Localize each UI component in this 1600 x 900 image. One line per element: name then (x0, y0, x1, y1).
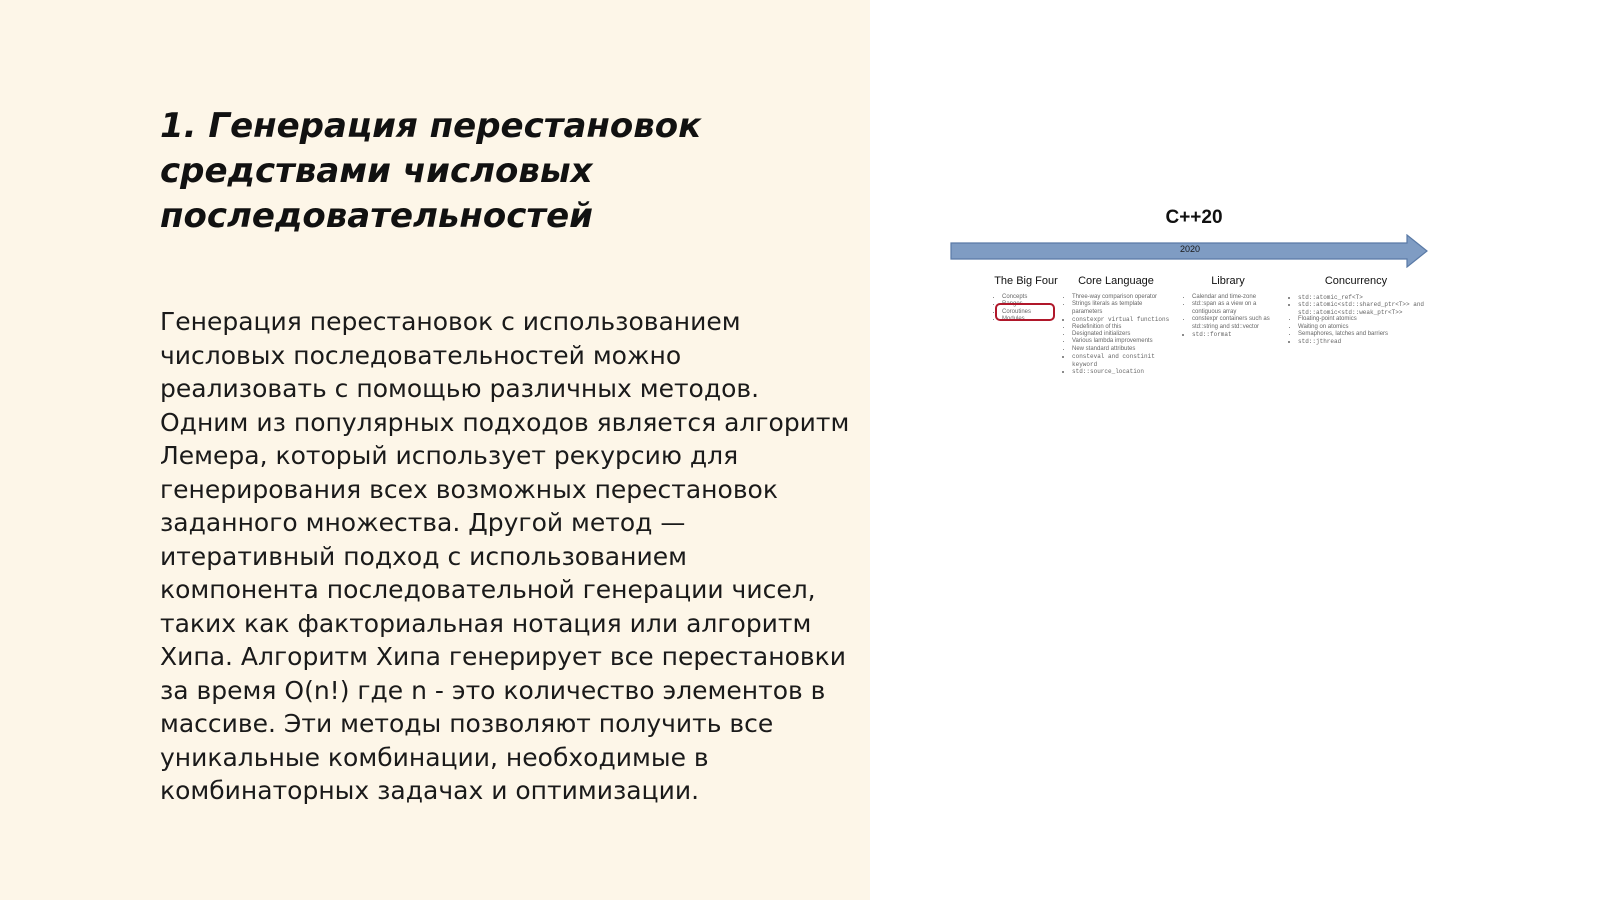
column-heading-library: Library (1211, 275, 1245, 287)
list-item: • std::span as a view on a contiguous array (1192, 301, 1276, 316)
list-item: • Calendar and time-zone (1192, 294, 1276, 301)
list-item: • Concepts (1002, 294, 1062, 301)
list-item: • consteval and constinit keyword (1072, 353, 1172, 368)
column-concurrency (1286, 275, 1426, 346)
list-item: • New standard attributes (1072, 346, 1172, 353)
concurrency-list (1286, 294, 1426, 346)
slide-body-text: Генерация перестановок с использованием числовых последовательностей можно реализовать с помощью различных методов. Одним из популярных подходов является алгоритм Лемера, который использует рекурсию для генерирования всех возможных перестановок заданного множества. Другой метод — итеративный подход с использованием компонента последовательной генерации чисел, таких как факториальная нотация или алгоритм Хипа. Алгоритм Хипа генерирует все перестановки за время O(n!) где n - это количество элементов в массиве. Эти методы позволяют получить все уникальные комбинации, необходимые в комбинаторных задачах и оптимизации. (160, 307, 850, 805)
core-language-list (1060, 294, 1172, 375)
image-panel (870, 0, 1600, 900)
list-item: • Strings literals as template parameters (1072, 301, 1172, 316)
list-item: • Ranges (1002, 301, 1062, 308)
list-item: • constexpr virtual functions (1072, 316, 1172, 323)
column-heading-big-four: The Big Four (994, 275, 1058, 287)
list-item: • Waiting on atomics (1298, 324, 1426, 331)
column-heading-concurrency: Concurrency (1324, 275, 1388, 287)
list-item: • std::format (1192, 331, 1276, 338)
diagram-title: C++20 (1165, 207, 1223, 228)
coroutines-highlight (995, 303, 1055, 321)
timeline-year: 2020 (1179, 244, 1201, 254)
column-core-language (1060, 275, 1172, 375)
list-item: • std::atomic_ref<T> (1298, 294, 1426, 301)
list-item: • Three-way comparison operator (1072, 294, 1172, 301)
list-item: • std::jthread (1298, 338, 1426, 345)
list-item: • Modules (1002, 316, 1062, 323)
column-heading-core-language: Core Language (1078, 275, 1154, 287)
list-item: • Various lambda improvements (1072, 338, 1172, 345)
list-item: • constexpr containers such as std::string and std::vector (1192, 316, 1276, 331)
cpp20-diagram (950, 200, 1450, 390)
list-item: • Designated initializers (1072, 331, 1172, 338)
list-item: • Floating-point atomics (1298, 316, 1426, 323)
slide-title: 1. Генерация перестановок средствами числовых последовательностей (160, 106, 702, 236)
list-item: • Semaphores, latches and barriers (1298, 331, 1426, 338)
library-list (1180, 294, 1276, 338)
list-item: • Coroutines (1002, 309, 1062, 316)
column-library (1180, 275, 1276, 338)
list-item: • std::source_location (1072, 368, 1172, 375)
list-item: • std::atomic<std::shared_ptr<T>> and std::atomic<std::weak_ptr<T>> (1298, 301, 1426, 316)
list-item: • Redefinition of this (1072, 324, 1172, 331)
